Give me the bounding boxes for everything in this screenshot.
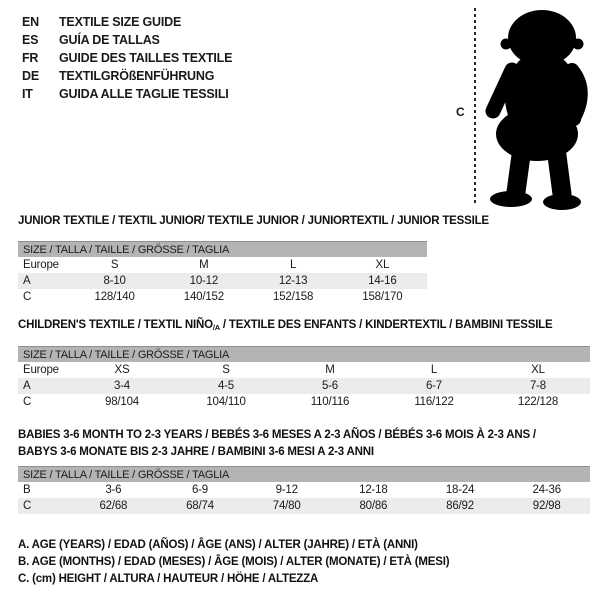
table-cell: M [199, 259, 209, 271]
title-block [22, 13, 232, 103]
legend [18, 537, 449, 588]
table-cell: 14-16 [368, 275, 397, 287]
table-cell: 92/98 [532, 500, 561, 512]
title-part: / TEXTILE DES ENFANTS / KINDERTEXTIL / BAMBINI TESSILE [219, 319, 553, 331]
table-row [18, 257, 427, 273]
table-cell: 122/128 [517, 396, 559, 408]
legend-line-a: A. AGE (YEARS) / EDAD (AÑOS) / ÂGE (ANS) / ALTER (JAHRE) / ETÀ (ANNI) [18, 539, 418, 551]
table-cell: S [222, 364, 230, 376]
babies-title-line1: BABIES 3-6 MONTH TO 2-3 YEARS / BEBÉS 3-6 MESES A 2-3 AÑOS / BÉBÉS 3-6 MOIS À 2-3 ANS / [18, 429, 536, 441]
header-row-en [22, 13, 232, 31]
table-cell: 68/74 [186, 500, 214, 512]
height-measure-label: C [456, 105, 465, 119]
size-header-label: SIZE / TALLA / TAILLE / GRÖSSE / TAGLIA [23, 243, 230, 256]
table-cell: L [430, 364, 438, 376]
title-part: CHILDREN'S TEXTILE / TEXTIL NIÑO [18, 319, 213, 331]
table-cell: 3-4 [113, 380, 131, 392]
language-title-es: GUÍA DE TALLAS [59, 33, 160, 47]
table-cell: 152/158 [273, 291, 314, 303]
language-code-en: EN [22, 15, 39, 29]
table-cell: 80/86 [359, 500, 388, 512]
row-label: Europe [23, 364, 59, 376]
row-label: A [23, 380, 31, 392]
table-cell: 7-8 [529, 380, 547, 392]
header-row-it [22, 85, 232, 103]
table-cell: 62/68 [99, 500, 128, 512]
table-cell: 12-13 [278, 275, 308, 287]
table-row [18, 273, 427, 289]
junior-table-title: JUNIOR TEXTILE / TEXTIL JUNIOR/ TEXTILE JUNIOR / JUNIORTEXTIL / JUNIOR TESSILE [18, 215, 489, 227]
table-cell: S [110, 259, 119, 271]
row-label: C [23, 500, 32, 512]
table-cell: 10-12 [189, 275, 219, 287]
size-header-bar [18, 241, 427, 257]
babies-title-line2: BABYS 3-6 MONATE BIS 2-3 JAHRE / BAMBINI 3-6 MESI A 2-3 ANNI [18, 446, 374, 458]
baby-silhouette-icon [450, 0, 600, 215]
table-row [18, 394, 590, 410]
size-header-bar [18, 346, 590, 362]
table-cell: 18-24 [445, 484, 475, 496]
size-header-bar [18, 466, 590, 482]
language-title-it: GUIDA ALLE TAGLIE TESSILI [59, 87, 229, 101]
title-subscript: /A [212, 323, 220, 332]
header-row-de [22, 67, 232, 85]
table-cell: 12-18 [359, 484, 388, 496]
table-cell: 158/170 [362, 291, 403, 303]
table-cell: XS [114, 364, 130, 376]
table-cell: XL [531, 364, 545, 376]
row-label: B [23, 484, 31, 496]
header-row-fr [22, 49, 232, 67]
language-code-es: ES [22, 33, 39, 47]
junior-table [18, 241, 427, 305]
children-table-title [18, 319, 552, 332]
table-cell: 128/140 [94, 291, 135, 303]
table-cell: 140/152 [183, 291, 224, 303]
table-cell: XL [375, 259, 390, 271]
language-title-de: TEXTILGRÖßENFÜHRUNG [59, 69, 215, 83]
table-cell: 74/80 [272, 500, 301, 512]
babies-table-title [18, 427, 536, 461]
table-row [18, 378, 590, 394]
table-cell: M [325, 364, 335, 376]
table-cell: 6-9 [191, 484, 209, 496]
table-row [18, 482, 590, 498]
table-cell: 86/92 [446, 500, 474, 512]
table-cell: 24-36 [532, 484, 561, 496]
size-header-label: SIZE / TALLA / TAILLE / GRÖSSE / TAGLIA [23, 348, 230, 361]
table-cell: 9-12 [275, 484, 298, 496]
table-cell: 8-10 [103, 275, 126, 287]
table-row [18, 289, 427, 305]
children-table [18, 346, 590, 410]
language-code-fr: FR [22, 51, 39, 65]
legend-line-c: C. (cm) HEIGHT / ALTURA / HAUTEUR / HÖHE / ALTEZZA [18, 573, 319, 585]
table-cell: 98/104 [105, 396, 139, 408]
table-row [18, 362, 590, 378]
table-cell: 5-6 [321, 380, 339, 392]
table-cell: 4-5 [217, 380, 235, 392]
row-label: A [23, 275, 31, 287]
table-cell: 110/116 [310, 396, 350, 408]
row-label: C [23, 291, 32, 303]
header-row-es [22, 31, 232, 49]
table-cell: 3-6 [105, 484, 122, 496]
language-title-en: TEXTILE SIZE GUIDE [59, 15, 182, 29]
language-code-it: IT [22, 87, 33, 101]
language-title-fr: GUIDE DES TAILLES TEXTILE [59, 51, 233, 65]
row-label: Europe [23, 259, 59, 271]
table-row [18, 498, 590, 514]
table-cell: 104/110 [206, 396, 246, 408]
table-cell: L [290, 259, 297, 271]
size-header-label: SIZE / TALLA / TAILLE / GRÖSSE / TAGLIA [23, 468, 230, 481]
table-cell: 116/122 [414, 396, 454, 408]
legend-line-b: B. AGE (MONTHS) / EDAD (MESES) / ÂGE (MOIS) / ALTER (MONATE) / ETÀ (MESI) [18, 556, 450, 568]
row-label: C [23, 396, 32, 408]
table-cell: 6-7 [425, 380, 443, 392]
babies-table [18, 466, 590, 514]
language-code-de: DE [22, 69, 39, 83]
baby-figure [450, 0, 600, 215]
